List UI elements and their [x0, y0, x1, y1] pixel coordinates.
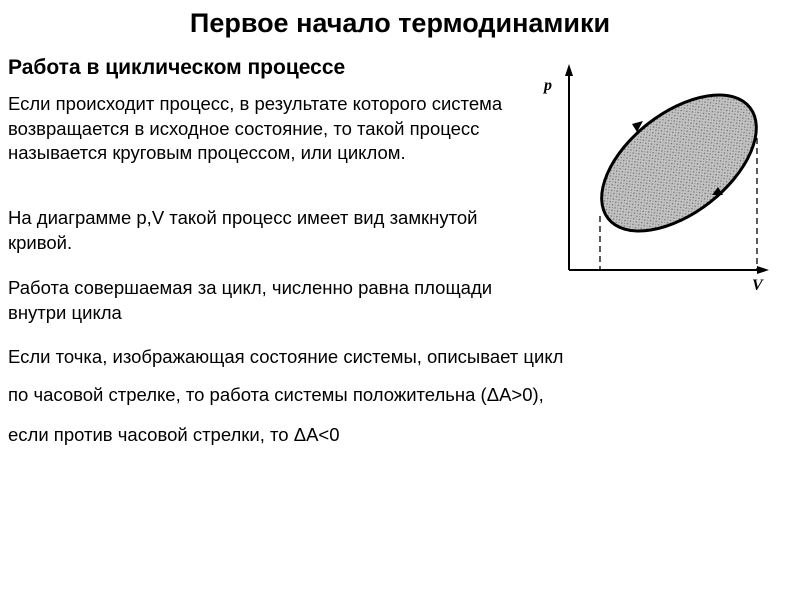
line-counterclockwise: если против часовой стрелки, то ΔA<0: [8, 424, 340, 445]
slide-title: Первое начало термодинамики: [189, 8, 611, 38]
x-axis-arrow-icon: [757, 266, 769, 274]
paragraph-cycle-definition: Если происходит процесс, в результате которого система возвращается в исходное состояние, то такой процесс называется круговым процессом, или циклом.: [8, 93, 503, 163]
line-clockwise: по часовой стрелке, то работа системы положительна (ΔA>0),: [8, 384, 544, 405]
paragraph-pv-diagram: На диаграмме p,V такой процесс имеет вид замкнутой кривой.: [8, 207, 478, 253]
y-axis-arrow-icon: [565, 64, 573, 76]
x-axis-label: V: [752, 277, 763, 294]
line-cycle-point: Если точка, изображающая состояние системы, описывает цикл: [8, 346, 564, 367]
pv-diagram: [536, 58, 776, 298]
y-axis-label: p: [544, 77, 552, 94]
paragraph-work-area: Работа совершаемая за цикл, численно равна площади внутри цикла: [8, 277, 493, 323]
cycle-ellipse: [577, 68, 776, 258]
slide-subtitle: Работа в циклическом процессе: [8, 56, 346, 79]
